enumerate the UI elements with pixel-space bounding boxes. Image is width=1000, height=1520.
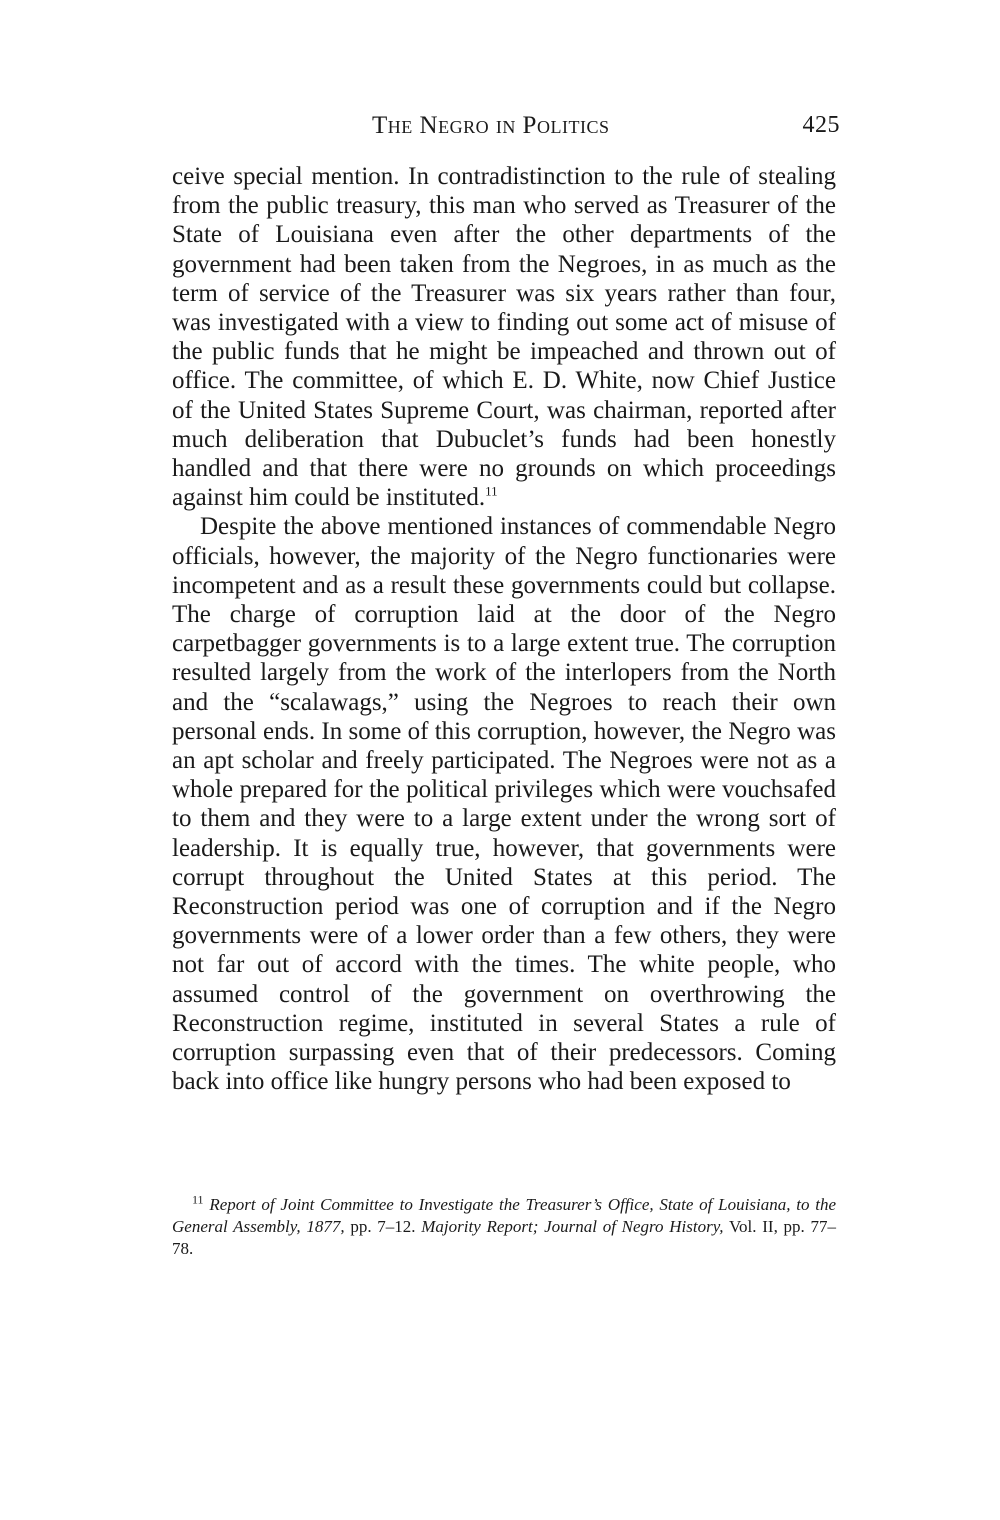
footnote: [172, 1194, 836, 1260]
running-head: [172, 112, 840, 142]
footnote-ref-11: 11: [485, 483, 498, 499]
footnote-volume: Vol. II, pp. 77–78.: [172, 1217, 837, 1258]
running-title: The Negro in Politics: [372, 112, 610, 139]
paragraph-2: Despite the above mentioned instances of commendable Negro officials, however, the majority of the Negro functionaries were incompetent and as a result these governments could but collapse. The charge of corruption laid at the door of the Negro carpetbagger governments is to a large extent true. The corruption resulted largely from the work of the interlopers from the North and the “scalawags,” using the Negroes to reach their own personal ends. In some of this corruption, however, the Negro was an apt scholar and freely participated. The Negroes were not as a whole prepared for the political privileges which were vouchsafed to them and they were to a large extent under the wrong sort of leadership. It is equally true, however, that governments were corrupt throughout the United States at this period. The Reconstruction period was one of corruption and if the Negro governments were of a lower order than a few others, they were not far out of accord with the times. The white people, who assumed control of the government on overthrowing the Reconstruction regime, instituted in several States a rule of corruption surpassing even that of their predecessors. Coming back into office like hungry persons who had been exposed to: [172, 513, 836, 1096]
footnote-title: Report of Joint Committee to Investigate the Treasurer’s Office, State of Louisiana, to the General Assembly, 1877,: [172, 1195, 836, 1236]
footnote-mark: 11: [192, 1192, 204, 1207]
footnote-report: Majority Report; Journal of Negro History,: [421, 1217, 724, 1236]
paragraph-1-text: ceive special mention. In contradistinction to the rule of stealing from the public treasury, this man who served as Treasurer of the State of Louisiana even after the other departments of the government had been taken from the Negroes, in as much as the term of service of the Treasurer was six years rather than four, was investigated with a view to finding out some act of misuse of the public funds that he might be impeached and thrown out of office. The committee, of which E. D. White, now Chief Justice of the United States Supreme Court, was chairman, reported after much deliberation that Dubuclet’s funds had been honestly handled and that there were no grounds on which proceedings against him could be instituted.: [172, 163, 836, 512]
footnote-pages: pp. 7–12.: [344, 1217, 422, 1236]
paragraph-1: [172, 162, 836, 512]
page-number: 425: [802, 112, 840, 138]
body-text: [172, 162, 836, 1097]
